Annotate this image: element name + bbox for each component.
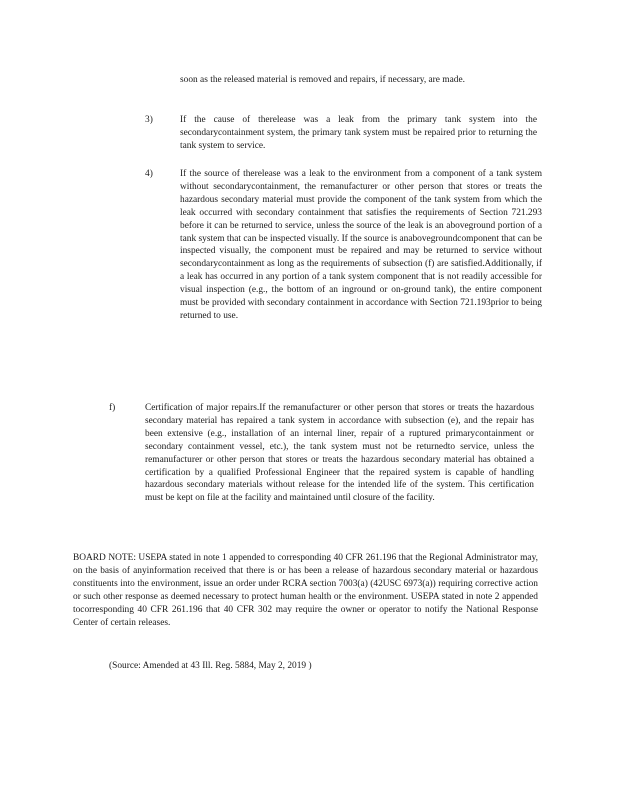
item-4-paragraph <box>180 168 542 323</box>
subsection-f-marker: f) <box>109 403 116 413</box>
item-3-text: If the cause of therelease was a leak from the primary tank system into the secondarycontainment system, the primary tank system must be repaired prior to returning the tank system to service. <box>180 115 537 151</box>
source-note <box>109 660 409 673</box>
subsection-f-text: Certification of major repairs.If the remanufacturer or other person that stores or treats the hazardous secondary material has repaired a tank system in accordance with subsection (e), and the repair has been extensive (e.g., installation of an internal liner, repair of a ruptured primarycontainment or secondary containment vessel, etc.), the tank system must not be returnedto service, unless the remanufacturer or other person that stores or treats the hazardous secondary material has obtained a certification by a qualified Professional Engineer that the repaired system is capable of handling hazardous secondary materials without release for the intended life of the system. This certification must be kept on file at the facility and maintained until closure of the facility. <box>145 403 534 504</box>
board-note-text: BOARD NOTE: USEPA stated in note 1 appended to corresponding 40 CFR 261.196 that the Regional Administrator may, on the basis of anyinformation received that there is or has been a release of hazardous secondary material or hazardous constituents into the environment, issue an order under RCRA section 7003(a) (42USC 6973(a)) requiring corrective action or such other response as deemed necessary to protect human health or the environment. USEPA stated in note 2 appended tocorresponding 40 CFR 261.196 that 40 CFR 302 may require the owner or operator to notify the National Response Center of certain releases. <box>73 553 538 628</box>
subsection-f-paragraph <box>145 402 534 505</box>
continuation-paragraph <box>180 74 514 87</box>
item-4-marker: 4) <box>145 169 153 179</box>
continuation-text: soon as the released material is removed and repairs, if necessary, are made. <box>180 75 465 85</box>
item-3-paragraph <box>180 114 537 153</box>
source-note-text: (Source: Amended at 43 Ill. Reg. 5884, May 2, 2019 ) <box>109 661 312 671</box>
board-note-paragraph <box>73 552 538 629</box>
item-3-marker: 3) <box>145 115 153 125</box>
item-4-text: If the source of therelease was a leak to the environment from a component of a tank system without secondarycontainment, the remanufacturer or other person that stores or treats the hazardous secondary material must provide the component of the tank system from which the leak occurred with secondary containment that satisfies the requirements of Section 721.293 before it can be returned to service, unless the source of the leak is an aboveground portion of a tank system that can be inspected visually. If the source is anabovegroundcomponent that can be inspected visually, the component must be repaired and may be returned to service without secondarycontainment as long as the requirements of subsection (f) are satisfied.Additionally, if a leak has occurred in any portion of a tank system component that is not readily accessible for visual inspection (e.g., the bottom of an inground or on-ground tank), the entire component must be provided with secondary containment in accordance with Section 721.193prior to being returned to use. <box>180 169 542 321</box>
